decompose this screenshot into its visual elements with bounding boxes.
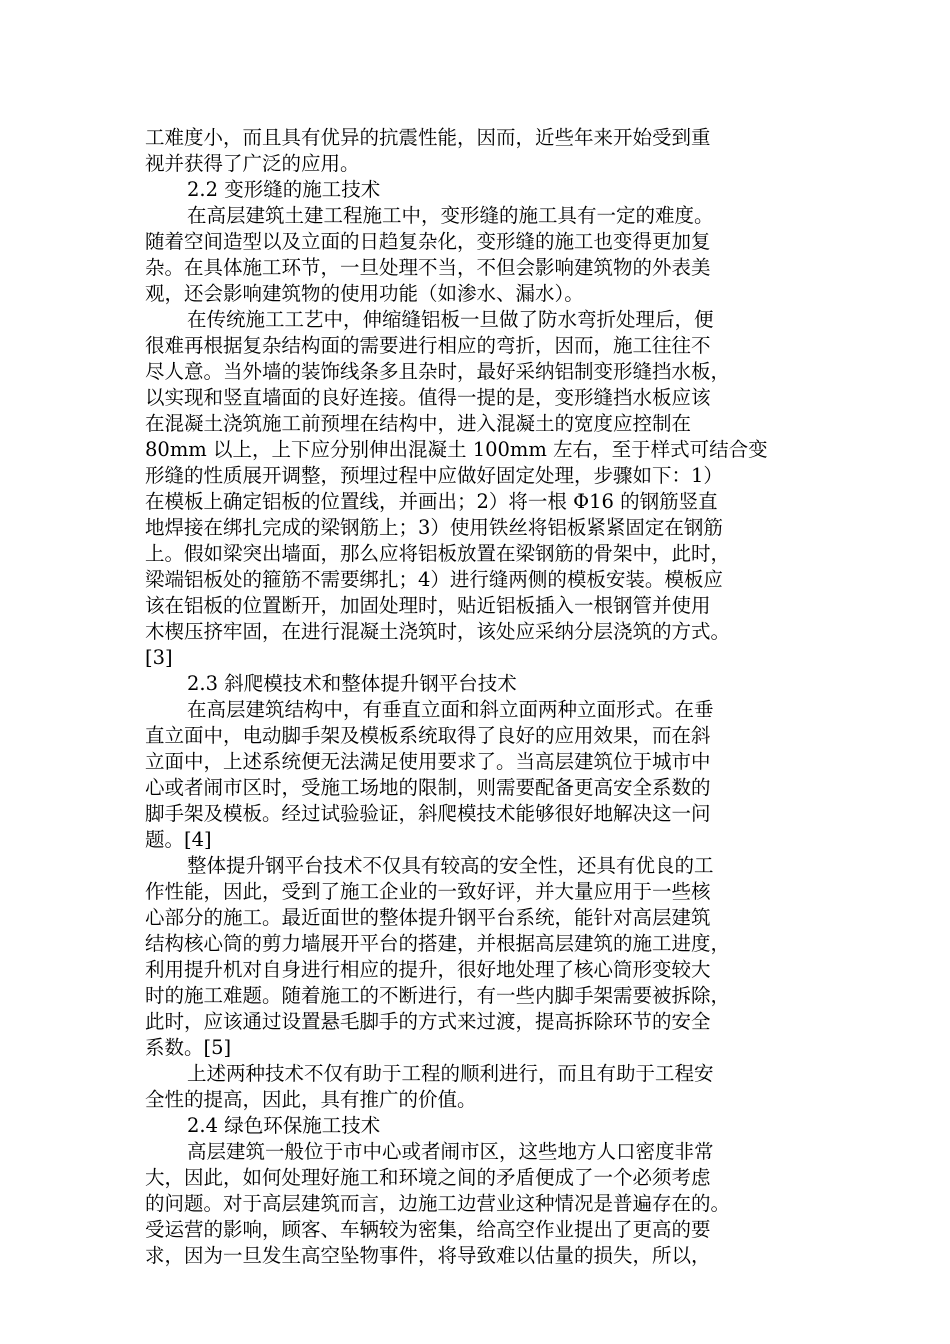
text-line: 心或者闹市区时，受施工场地的限制，则需要配备更高安全系数的 <box>145 776 711 799</box>
text-line: 在高层建筑土建工程施工中，变形缝的施工具有一定的难度。 <box>187 204 714 227</box>
text-line: 观，还会影响建筑物的使用功能（如渗水、漏水）。 <box>145 282 584 305</box>
text-line: 上述两种技术不仅有助于工程的顺利进行，而且有助于工程安 <box>187 1062 714 1085</box>
text-line: 在混凝土浇筑施工前预埋在结构中，进入混凝土的宽度应控制在 <box>145 412 692 435</box>
citation: [3] <box>145 646 173 669</box>
text-line: 作性能，因此，受到了施工企业的一致好评，并大量应用于一些核 <box>145 880 711 903</box>
text-line: 高层建筑一般位于市中心或者闹市区，这些地方人口密度非常 <box>187 1140 714 1163</box>
text-line: 尽人意。当外墙的装饰线条多且杂时，最好采纳铝制变形缝挡水板， <box>145 360 731 383</box>
text-line: 地焊接在绑扎完成的梁钢筋上；3）使用铁丝将铝板紧紧固定在钢筋 <box>145 516 723 539</box>
text-line: 梁端铝板处的箍筋不需要绑扎；4）进行缝两侧的模板安装。模板应 <box>145 568 723 591</box>
text-line: 形缝的性质展开调整，预埋过程中应做好固定处理，步骤如下：1） <box>145 464 723 487</box>
text-line: 随着空间造型以及立面的日趋复杂化，变形缝的施工也变得更加复 <box>145 230 711 253</box>
text-line: 受运营的影响，顾客、车辆较为密集，给高空作业提出了更高的要 <box>145 1218 711 1241</box>
text-line: 系数。[5] <box>145 1036 232 1059</box>
text-line: 工难度小，而且具有优异的抗震性能，因而，近些年来开始受到重 <box>145 126 711 149</box>
text-line: 在模板上确定铝板的位置线，并画出；2）将一根 Φ16 的钢筋竖直 <box>145 490 718 513</box>
text-line: 结构核心筒的剪力墙展开平台的搭建，并根据高层建筑的施工进度， <box>145 932 731 955</box>
text-line: 杂。在具体施工环节，一旦处理不当，不但会影响建筑物的外表美 <box>145 256 711 279</box>
text-line: 题。[4] <box>145 828 212 851</box>
text-line: 的问题。对于高层建筑而言，边施工边营业这种情况是普遍存在的。 <box>145 1192 731 1215</box>
text-line: 很难再根据复杂结构面的需要进行相应的弯折，因而，施工往往不 <box>145 334 711 357</box>
text-line: 立面中，上述系统便无法满足使用要求了。当高层建筑位于城市中 <box>145 750 711 773</box>
text-line: 利用提升机对自身进行相应的提升，很好地处理了核心筒形变较大 <box>145 958 711 981</box>
text-line: 在高层建筑结构中，有垂直立面和斜立面两种立面形式。在垂 <box>187 698 714 721</box>
text-line: 整体提升钢平台技术不仅具有较高的安全性，还具有优良的工 <box>187 854 714 877</box>
text-line: 脚手架及模板。经过试验验证，斜爬模技术能够很好地解决这一问 <box>145 802 711 825</box>
text-line: 该在铝板的位置断开，加固处理时，贴近铝板插入一根钢管并使用 <box>145 594 711 617</box>
section-heading: 2.3 斜爬模技术和整体提升钢平台技术 <box>187 672 517 695</box>
section-heading: 2.2 变形缝的施工技术 <box>187 178 381 201</box>
text-line: 此时，应该通过设置悬毛脚手的方式来过渡，提高拆除环节的安全 <box>145 1010 711 1033</box>
text-line: 80mm 以上，上下应分别伸出混凝土 100mm 左右，至于样式可结合变 <box>145 438 768 461</box>
text-line: 求，因为一旦发生高空坠物事件，将导致难以估量的损失，所以， <box>145 1244 711 1267</box>
section-heading: 2.4 绿色环保施工技术 <box>187 1114 381 1137</box>
text-line: 上。假如梁突出墙面，那么应将铝板放置在梁钢筋的骨架中，此时， <box>145 542 731 565</box>
text-line: 心部分的施工。最近面世的整体提升钢平台系统，能针对高层建筑 <box>145 906 711 929</box>
text-line: 直立面中，电动脚手架及模板系统取得了良好的应用效果，而在斜 <box>145 724 711 747</box>
text-line: 在传统施工工艺中，伸缩缝铝板一旦做了防水弯折处理后，便 <box>187 308 714 331</box>
text-line: 视并获得了广泛的应用。 <box>145 152 360 175</box>
text-line: 全性的提高，因此，具有推广的价值。 <box>145 1088 477 1111</box>
text-line: 以实现和竖直墙面的良好连接。值得一提的是，变形缝挡水板应该 <box>145 386 711 409</box>
text-line: 时的施工难题。随着施工的不断进行，有一些内脚手架需要被拆除， <box>145 984 731 1007</box>
text-line: 大，因此，如何处理好施工和环境之间的矛盾便成了一个必须考虑 <box>145 1166 711 1189</box>
text-line: 木楔压挤牢固，在进行混凝土浇筑时，该处应采纳分层浇筑的方式。 <box>145 620 731 643</box>
